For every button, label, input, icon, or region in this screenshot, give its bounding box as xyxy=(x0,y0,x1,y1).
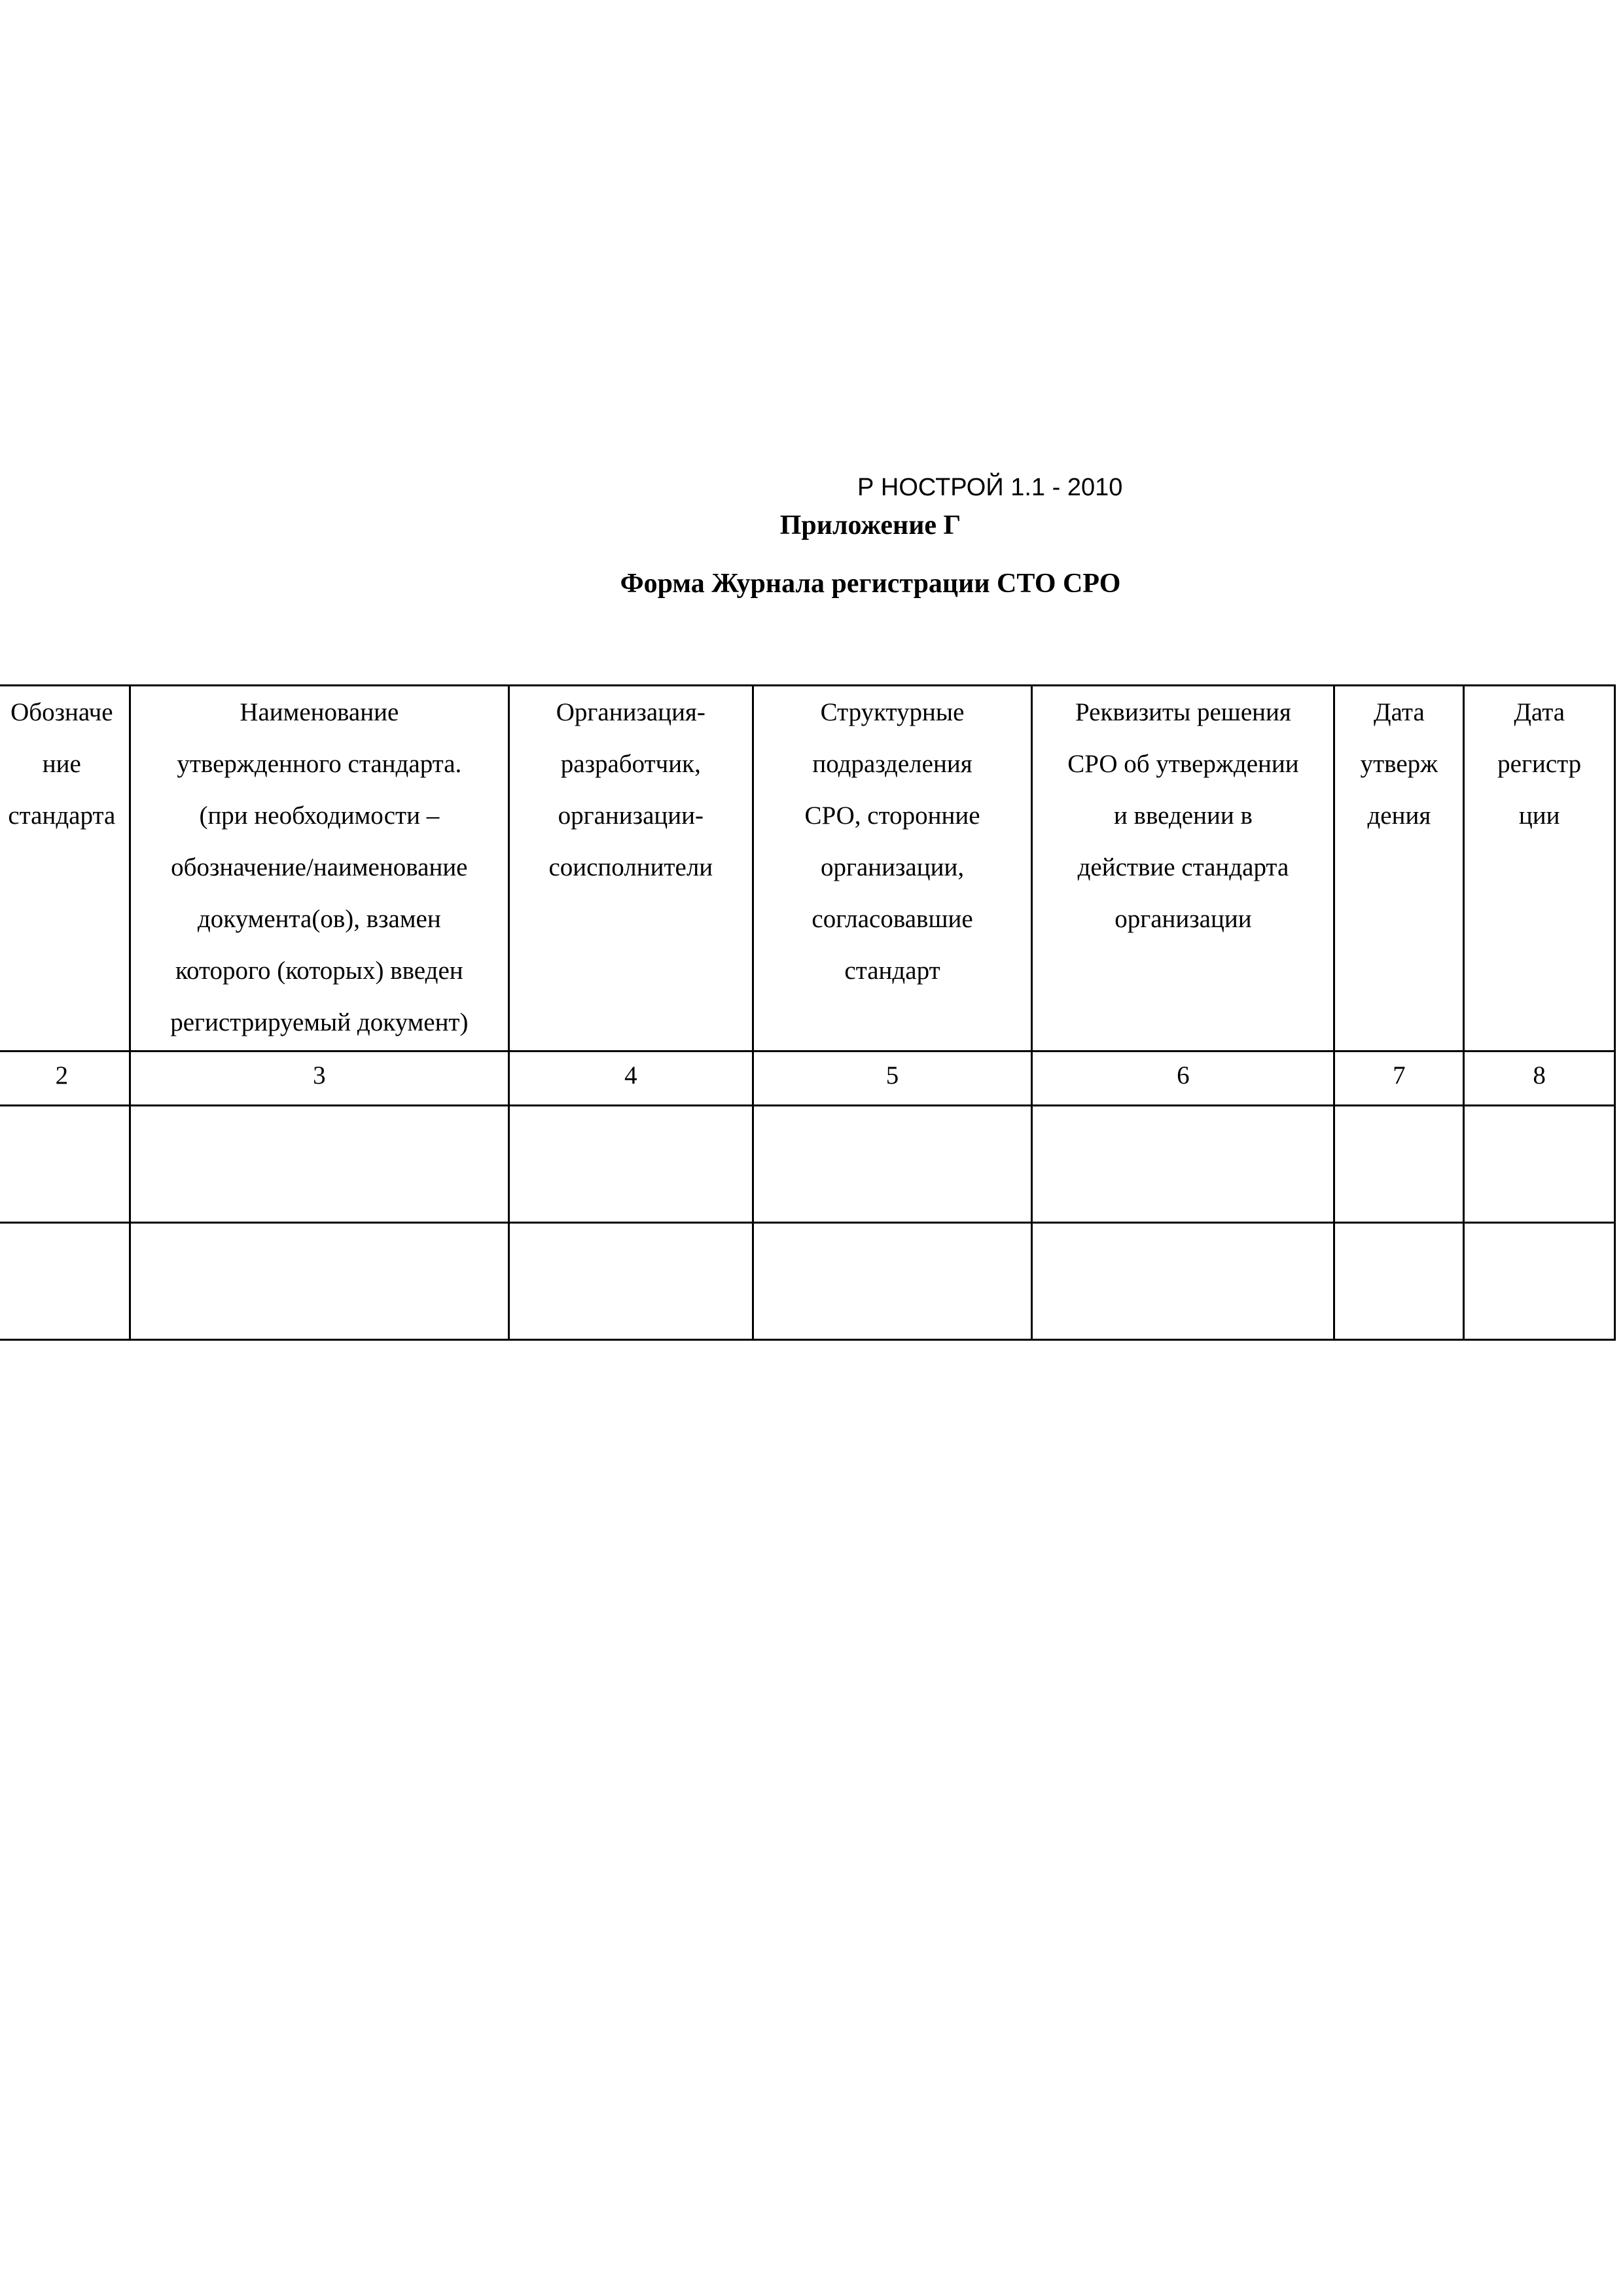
table-cell xyxy=(1464,1223,1615,1340)
table-cell xyxy=(1032,1223,1334,1340)
table-cell xyxy=(130,1223,508,1340)
column-number: 8 xyxy=(1464,1051,1615,1106)
column-header-approval-date: Дата утверж дения xyxy=(1334,686,1464,1051)
table-cell xyxy=(753,1106,1032,1223)
table-cell xyxy=(0,1223,130,1340)
table-cell xyxy=(1334,1106,1464,1223)
table-row xyxy=(0,1223,1615,1340)
table-cell xyxy=(0,1106,130,1223)
table-cell xyxy=(1032,1106,1334,1223)
appendix-title: Приложение Г xyxy=(779,510,961,540)
column-header-approvers: Структурные подразделения СРО, сторонние организации, согласовавшие стандарт xyxy=(753,686,1032,1051)
column-number-row xyxy=(0,1051,1615,1106)
table-cell xyxy=(753,1223,1032,1340)
column-number: 7 xyxy=(1334,1051,1464,1106)
document-code: Р НОСТРОЙ 1.1 - 2010 xyxy=(857,474,1123,501)
table-cell xyxy=(509,1223,753,1340)
column-number: 2 xyxy=(0,1051,130,1106)
column-number: 3 xyxy=(130,1051,508,1106)
column-header-designation: Обозначе ние стандарта xyxy=(0,686,130,1051)
table-row xyxy=(0,1106,1615,1223)
column-header-developer: Организация- разработчик, организации- соисполнители xyxy=(509,686,753,1051)
form-title: Форма Журнала регистрации СТО СРО xyxy=(620,569,1121,599)
table-cell xyxy=(130,1106,508,1223)
column-header-registration-date: Дата регистр ции xyxy=(1464,686,1615,1051)
column-header-standard-name: Наименование утвержденного стандарта. (при необходимости – обозначение/наименование документа(ов), взамен которого (которых) введен регистрируемый документ) xyxy=(130,686,508,1051)
table-cell xyxy=(509,1106,753,1223)
column-number: 4 xyxy=(509,1051,753,1106)
table-cell xyxy=(1464,1106,1615,1223)
column-number: 6 xyxy=(1032,1051,1334,1106)
table-header-row xyxy=(0,686,1615,1051)
table-cell xyxy=(1334,1223,1464,1340)
column-header-decision-details: Реквизиты решения СРО об утверждении и введении в действие стандарта организации xyxy=(1032,686,1334,1051)
column-number: 5 xyxy=(753,1051,1032,1106)
registration-journal-table xyxy=(0,684,1616,1341)
